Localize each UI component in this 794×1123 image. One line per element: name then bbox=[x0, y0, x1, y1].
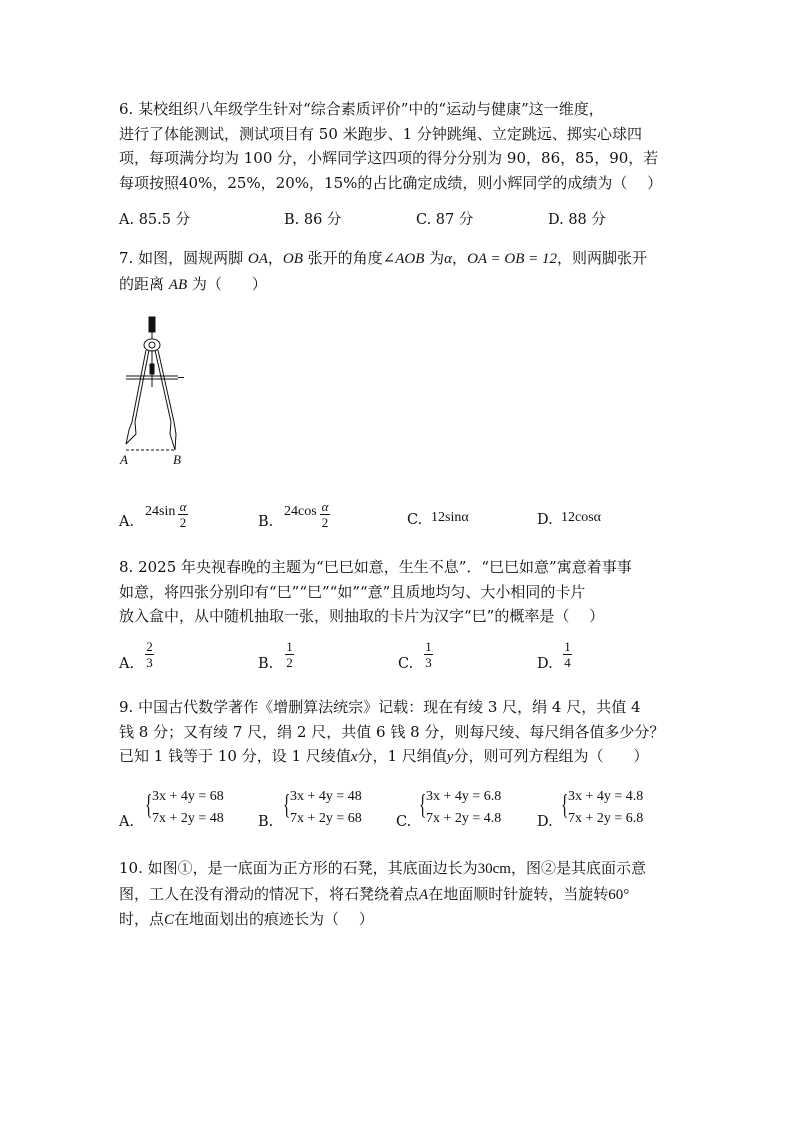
q9-option-a[interactable]: A. { 3x + 4y = 68 7x + 2y = 48 bbox=[119, 789, 224, 830]
q8-option-d[interactable]: D. 1 4 bbox=[537, 639, 571, 672]
q8-option-a[interactable]: A. 2 3 bbox=[119, 639, 153, 672]
question-9 bbox=[119, 695, 679, 770]
question-6 bbox=[119, 97, 679, 195]
figure-label-a: A bbox=[120, 452, 128, 467]
q6-option-a[interactable]: A. 85.5 分 bbox=[119, 212, 191, 228]
question-9-line: 9. 中国古代数学著作《增删算法统宗》记载：现在有绫 3 尺，绢 4 尺，共值 4 bbox=[119, 698, 641, 716]
q7-option-d[interactable]: D. 12cosα bbox=[537, 510, 601, 528]
question-9-line: 钱 8 分；又有绫 7 尺，绢 2 尺，共值 6 钱 8 分，则每尺绫、每尺绢各值多少分？ bbox=[119, 722, 665, 741]
q7-option-b[interactable]: B. 24cos α 2 bbox=[258, 499, 329, 530]
q6-option-b[interactable]: B. 86 分 bbox=[284, 212, 342, 228]
question-8-line: 8. 2025 年央视春晚的主题为“巳巳如意，生生不息”．“巳巳如意”寓意着事事 bbox=[119, 558, 632, 576]
question-7-line: 7. 如图，圆规两脚 OA，OB 张开的角度∠AOB 为α，OA = OB = 12，则两脚张开 bbox=[119, 249, 648, 267]
question-10 bbox=[119, 856, 679, 933]
question-7-line: 的距离 AB 为（ ） bbox=[119, 274, 267, 293]
question-8-line: 放入盒中，从中随机抽取一张，则抽取的卡片为汉字“巳”的概率是（ ） bbox=[119, 607, 605, 625]
q7-option-c[interactable]: C. 12sinα bbox=[407, 510, 469, 528]
q6-option-d[interactable]: D. 88 分 bbox=[548, 212, 606, 228]
question-8-line: 如意，将四张分别印有“巳”“巳”“如”“意”且质地均匀、大小相同的卡片 bbox=[119, 582, 586, 601]
q9-option-b[interactable]: B. { 3x + 4y = 48 7x + 2y = 68 bbox=[258, 789, 362, 830]
q8-option-c[interactable]: C. 1 3 bbox=[398, 639, 432, 672]
figure-label-b: B bbox=[173, 452, 181, 467]
q9-option-d[interactable]: D. { 3x + 4y = 4.8 7x + 2y = 6.8 bbox=[537, 789, 644, 830]
q9-option-c[interactable]: C. { 3x + 4y = 6.8 7x + 2y = 4.8 bbox=[396, 789, 502, 830]
question-10-line: 图，工人在没有滑动的情况下，将石凳绕着点A在地面顺时针旋转，当旋转60° bbox=[119, 884, 630, 903]
question-6-line: 每项按照40%，25%，20%，15%的占比确定成绩，则小辉同学的成绩为（ ） bbox=[119, 173, 663, 192]
question-9-line: 已知 1 钱等于 10 分，设 1 尺绫值x分，1 尺绢值y分，则可列方程组为（ ） bbox=[119, 747, 649, 765]
compass-figure bbox=[118, 312, 193, 467]
question-10-line: 时，点C在地面划出的痕迹长为（ ） bbox=[119, 910, 374, 928]
question-6-line: 进行了体能测试，测试项目有 50 米跑步、1 分钟跳绳、立定跳远、掷实心球四 bbox=[119, 124, 642, 143]
q6-option-c[interactable]: C. 87 分 bbox=[416, 212, 474, 228]
q7-option-a[interactable]: A. 24sin α 2 bbox=[119, 499, 187, 530]
question-8 bbox=[119, 555, 679, 629]
question-6-line: 6. 某校组织八年级学生针对“综合素质评价”中的“运动与健康”这一维度， bbox=[119, 100, 604, 118]
q8-option-b[interactable]: B. 1 2 bbox=[258, 639, 293, 672]
question-10-line: 10. 如图①，是一底面为正方形的石凳，其底面边长为30cm，图②是其底面示意 bbox=[119, 859, 646, 877]
question-7 bbox=[119, 246, 679, 297]
question-6-line: 项，每项满分均为 100 分，小辉同学这四项的得分分别为 90，86，85，90，若 bbox=[119, 149, 659, 167]
